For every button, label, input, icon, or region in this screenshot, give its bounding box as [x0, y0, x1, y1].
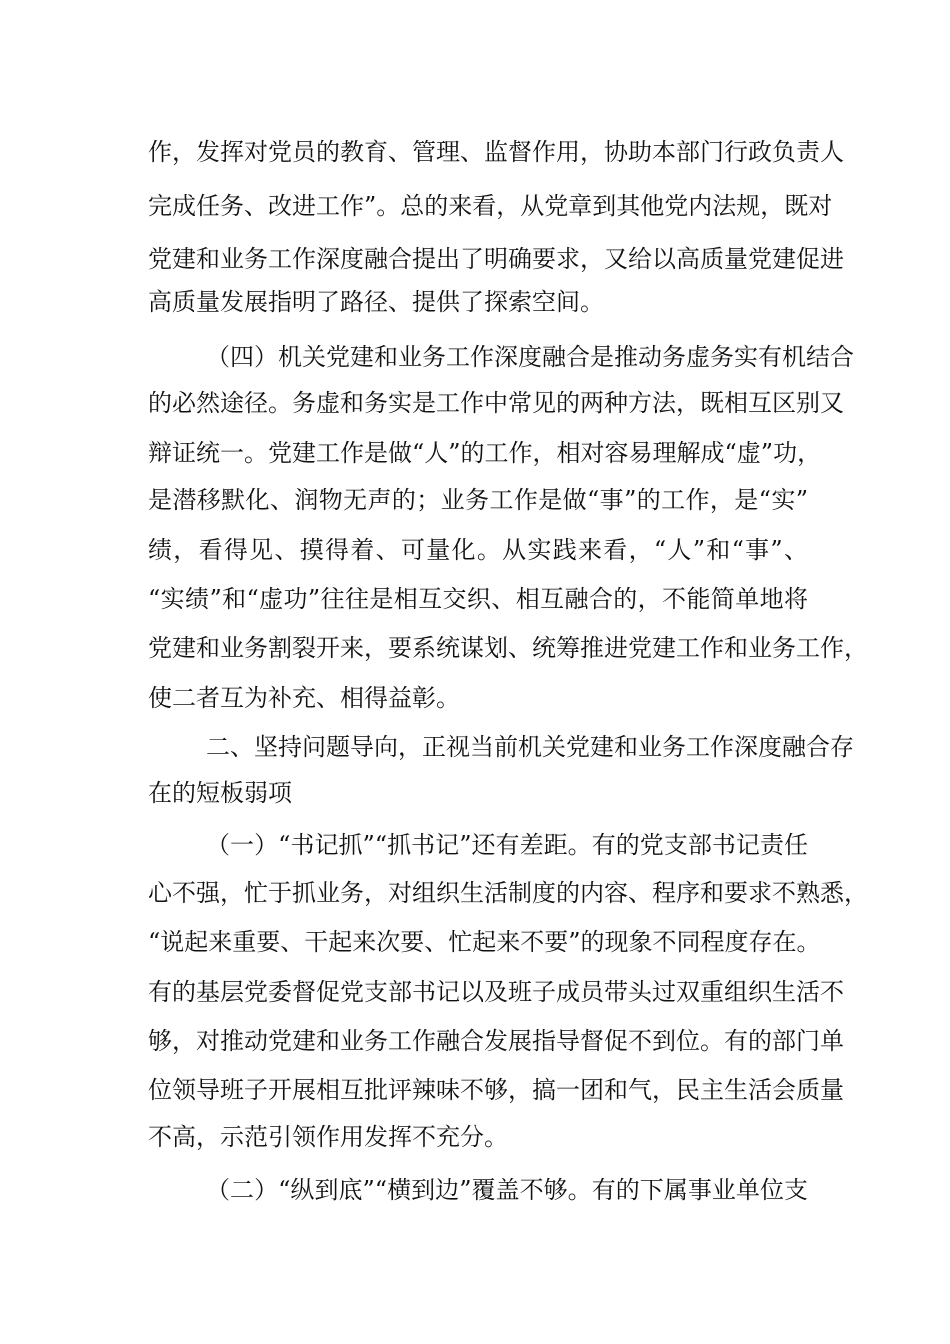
text-line: 高质量发展指明了路径、提供了探索空间。	[148, 288, 604, 316]
text-line: 完成任务、改进工作”。总的来看，从党章到其他党内法规，既对	[148, 192, 833, 220]
section-heading-line: 在的短板弱项	[148, 779, 292, 807]
text-line: 有的基层党委督促党支部书记以及班子成员带头过双重组织生活不	[148, 978, 844, 1006]
text-line: 是潜移默化、润物无声的；业务工作是做“事”的工作，是“实”	[148, 486, 808, 514]
text-line: 辩证统一。党建工作是做“人”的工作，相对容易理解成“虚”功，	[148, 439, 822, 467]
text-line: 党建和业务工作深度融合提出了明确要求，又给以高质量党建促进	[148, 245, 844, 273]
text-line: “说起来重要、干起来次要、忙起来不要”的现象不同程度存在。	[148, 928, 821, 956]
section-heading-line: 二、坚持问题导向，正视当前机关党建和业务工作深度融合存	[206, 733, 854, 761]
text-line: 位领导班子开展相互批评辣味不够，搞一团和气，民主生活会质量	[148, 1076, 844, 1104]
text-line: 够，对推动党建和业务工作融合发展指导督促不到位。有的部门单	[148, 1027, 844, 1055]
text-line: 的必然途径。务虚和务实是工作中常见的两种方法，既相互区别又	[148, 389, 844, 417]
paragraph-first-line: （二）“纵到底”“横到边”覆盖不够。有的下属事业单位支	[206, 1176, 808, 1204]
text-line: “实绩”和“虚功”往往是相互交织、相互融合的，不能简单地将	[148, 585, 808, 613]
text-line: 党建和业务割裂开来，要系统谋划、统筹推进党建工作和业务工作，	[148, 634, 868, 662]
text-line: 不高，示范引领作用发挥不充分。	[148, 1123, 508, 1151]
text-line: 作，发挥对党员的教育、管理、监督作用，协助本部门行政负责人	[148, 138, 844, 166]
text-line: 绩，看得见、摸得着、可量化。从实践来看，“人”和“事”、	[148, 536, 808, 564]
text-line: 使二者互为补充、相得益彰。	[148, 684, 460, 712]
text-line: 心不强，忙于抓业务，对组织生活制度的内容、程序和要求不熟悉，	[148, 879, 868, 907]
paragraph-first-line: （四）机关党建和业务工作深度融合是推动务虚务实有机结合	[206, 343, 854, 371]
paragraph-first-line: （一）“书记抓”“抓书记”还有差距。有的党支部书记责任	[206, 831, 808, 859]
